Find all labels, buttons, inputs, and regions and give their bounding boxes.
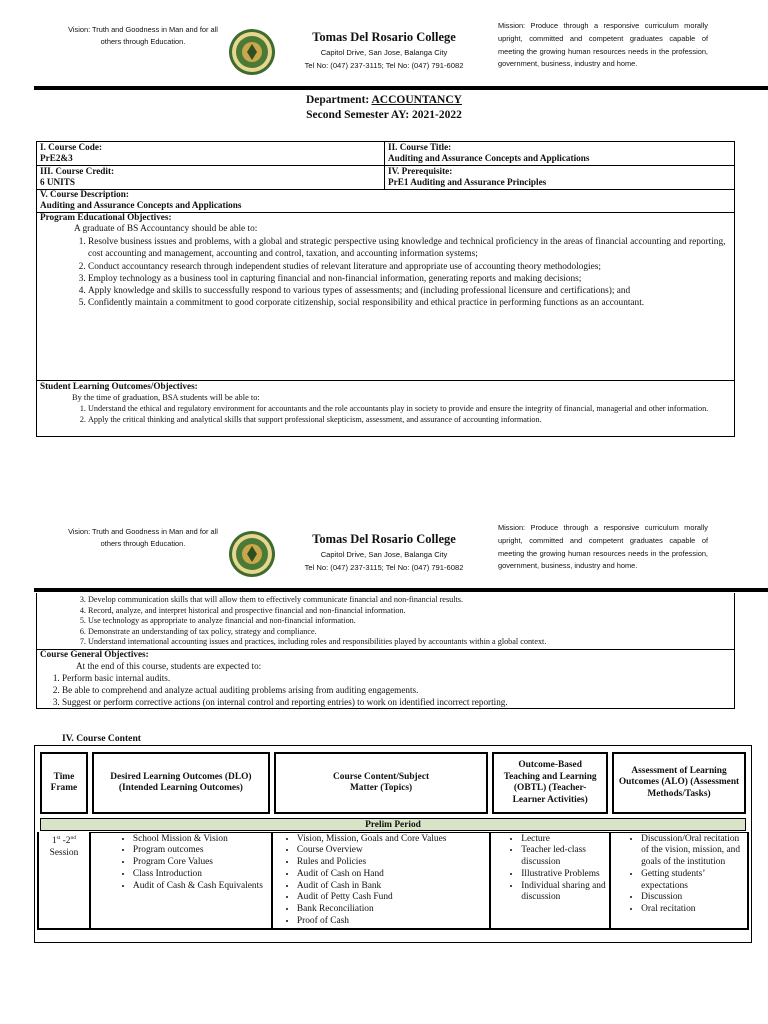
peo-intro: A graduate of BS Accountancy should be able to: bbox=[74, 224, 258, 234]
list-item: • Program outcomes bbox=[133, 845, 269, 857]
cgo-intro: At the end of this course, students are expected to: bbox=[76, 661, 262, 671]
list-item: 1. Resolve business issues and problems, with a global and strategic perspective using knowledge and technical proficiency in the areas of financial accounting and reporting, cost accounting and management, accounting and control, taxation, and accounting information systems; bbox=[88, 236, 726, 261]
semester-heading: Second Semester AY: 2021-2022 bbox=[306, 109, 462, 121]
list-item: • Proof of Cash bbox=[297, 916, 487, 928]
list-item: • Getting students’ expectations bbox=[641, 869, 745, 893]
slo-continued-container bbox=[36, 595, 734, 648]
department-label: Department: bbox=[306, 94, 372, 106]
course-description-label: V. Course Description: bbox=[40, 189, 129, 199]
college-tel: Tel No: (047) 237-3115; Tel No: (047) 791-6082 bbox=[304, 563, 464, 572]
session-label: Session bbox=[49, 847, 79, 858]
list-item: 2. Be able to comprehend and analyze actual auditing problems arising from auditing engagements. bbox=[62, 684, 734, 696]
obtl-list bbox=[493, 834, 607, 905]
col-course-content: Course Content/Subject Matter (Topics) bbox=[333, 771, 430, 793]
list-item: 4. Apply knowledge and skills to successfully respond to various types of assessments; and (including professional licensure and certifications); and bbox=[88, 285, 726, 297]
vision-statement: Vision: Truth and Goodness in Man and for all others through Education. bbox=[68, 527, 218, 548]
list-item: • Program Core Values bbox=[133, 857, 269, 869]
list-item: 7. Understand international accounting issues and practices, including roles and responsibilities played by accountants within a global context. bbox=[88, 637, 734, 648]
cgo-list-container bbox=[36, 672, 734, 708]
college-tel: Tel No: (047) 237-3115; Tel No: (047) 791-6082 bbox=[304, 61, 464, 70]
list-item: • Individual sharing and discussion bbox=[521, 881, 607, 905]
list-item: • Rules and Policies bbox=[297, 857, 487, 869]
cgo-list bbox=[36, 672, 734, 708]
list-item: • Bank Reconciliation bbox=[297, 904, 487, 916]
header-content-cell bbox=[272, 748, 490, 818]
list-item: 5. Use technology as appropriate to analyze financial and non-financial information. bbox=[88, 616, 734, 627]
department-name: ACCOUNTANCY bbox=[371, 94, 462, 106]
list-item: • Audit of Cash & Cash Equivalents bbox=[133, 881, 269, 893]
course-credit: 6 UNITS bbox=[40, 177, 75, 187]
list-item: 1. Perform basic internal audits. bbox=[62, 672, 734, 684]
col-dlo: Desired Learning Outcomes (DLO) (Intended Learning Outcomes) bbox=[110, 771, 252, 793]
list-item: 3. Develop communication skills that will allow them to effectively communicate financial and non-financial results. bbox=[88, 595, 734, 606]
slo-intro: By the time of graduation, BSA students will be able to: bbox=[72, 393, 260, 402]
college-address: Capitol Drive, San Jose, Balanga City bbox=[320, 48, 448, 57]
list-item: 3. Suggest or perform corrective actions (on internal control and reporting entries) to work on identified incorrect reporting. bbox=[62, 696, 734, 708]
list-item: 1. Understand the ethical and regulatory environment for accountants and the role accountants play in society to provide and ensure the integrity of financial, managerial and other information. bbox=[88, 404, 734, 415]
slo-list-container bbox=[36, 404, 734, 436]
list-item: 3. Employ technology as a business tool in capturing financial and non-financial information, generating reports and making decisions; bbox=[88, 273, 726, 285]
college-address: Capitol Drive, San Jose, Balanga City bbox=[320, 550, 448, 559]
col-time-frame: Time Frame bbox=[50, 771, 78, 793]
list-item: • Vision, Mission, Goals and Core Values bbox=[297, 834, 487, 846]
list-item: • Course Overview bbox=[297, 845, 487, 857]
header-rule bbox=[34, 588, 768, 592]
alo-list bbox=[613, 834, 745, 917]
department-heading bbox=[0, 93, 768, 108]
dlo-cell bbox=[90, 832, 272, 929]
course-code: PrE2&3 bbox=[40, 153, 73, 163]
topics-list bbox=[275, 834, 487, 928]
prerequisite-label: IV. Prerequisite: bbox=[388, 166, 453, 176]
cgo-heading: Course General Objectives: bbox=[40, 649, 149, 659]
peo-heading: Program Educational Objectives: bbox=[40, 212, 172, 222]
list-item: 5. Confidently maintain a commitment to good corporate citizenship, social responsibility and ethical practice in performing functions as an accountant. bbox=[88, 297, 726, 309]
course-content-table bbox=[37, 748, 749, 930]
header-rule bbox=[34, 86, 768, 90]
course-description: Auditing and Assurance Concepts and Applications bbox=[40, 200, 242, 210]
list-item: • Class Introduction bbox=[133, 869, 269, 881]
course-content-heading: IV. Course Content bbox=[62, 733, 141, 744]
dlo-list bbox=[93, 834, 269, 893]
course-credit-label: III. Course Credit: bbox=[40, 166, 115, 176]
session-range: 1st -2nd bbox=[51, 835, 76, 847]
session-cell bbox=[38, 832, 90, 929]
period-row bbox=[38, 818, 748, 832]
col-alo: Assessment of Learning Outcomes (ALO) (Assessment Methods/Tasks) bbox=[618, 765, 740, 799]
alo-cell bbox=[610, 832, 748, 929]
list-item: • Illustrative Problems bbox=[521, 869, 607, 881]
peo-list bbox=[36, 236, 726, 310]
topics-cell bbox=[272, 832, 490, 929]
col-obtl: Outcome-Based Teaching and Learning (OBTL) (Teacher-Learner Activities) bbox=[503, 760, 597, 805]
course-code-label: I. Course Code: bbox=[40, 142, 103, 152]
college-header bbox=[264, 532, 504, 574]
list-item: • Oral recitation bbox=[641, 904, 745, 916]
prerequisite: PrE1 Auditing and Assurance Principles bbox=[388, 177, 547, 187]
header-time-cell bbox=[38, 748, 90, 818]
list-item: • Audit of Cash in Bank bbox=[297, 881, 487, 893]
slo-list bbox=[36, 404, 734, 425]
list-item: 2. Conduct accountancy research through independent studies of relevant literature and appropriate use of accounting theory methodologies; bbox=[88, 261, 726, 273]
course-title: Auditing and Assurance Concepts and Applications bbox=[388, 153, 590, 163]
list-item: 6. Demonstrate an understanding of tax policy, strategy and compliance. bbox=[88, 627, 734, 638]
header-alo-cell bbox=[610, 748, 748, 818]
slo-list-continued bbox=[36, 595, 734, 648]
college-header bbox=[264, 30, 504, 72]
list-item: • Discussion bbox=[641, 892, 745, 904]
list-item: 2. Apply the critical thinking and analytical skills that support professional skepticism, assessment, and assurance of accounting information. bbox=[88, 415, 734, 426]
college-name: Tomas Del Rosario College bbox=[312, 532, 456, 546]
list-item: • Audit of Petty Cash Fund bbox=[297, 892, 487, 904]
header-dlo-cell bbox=[90, 748, 272, 818]
list-item: • Discussion/Oral recitation of the vision, mission, and goals of the institution bbox=[641, 834, 745, 869]
list-item: • Audit of Cash on Hand bbox=[297, 869, 487, 881]
header-obtl-cell bbox=[490, 748, 610, 818]
list-item: • Lecture bbox=[521, 834, 607, 846]
mission-statement: Mission: Produce through a responsive curriculum morally upright, committed and competent graduates capable of meeting the growing human resources needs in the profession, government, business, industry and home. bbox=[498, 21, 708, 69]
period-label: Prelim Period bbox=[40, 818, 746, 831]
list-item: 4. Record, analyze, and interpret historical and prospective financial and non-financial information. bbox=[88, 606, 734, 617]
list-item: • School Mission & Vision bbox=[133, 834, 269, 846]
peo-list-container bbox=[36, 236, 726, 310]
vision-statement: Vision: Truth and Goodness in Man and for all others through Education. bbox=[68, 25, 218, 46]
list-item: • Teacher led-class discussion bbox=[521, 845, 607, 869]
college-name: Tomas Del Rosario College bbox=[312, 30, 456, 44]
mission-statement: Mission: Produce through a responsive curriculum morally upright, committed and competent graduates capable of meeting the growing human resources needs in the profession, government, business, industry and home. bbox=[498, 523, 708, 571]
course-title-label: II. Course Title: bbox=[388, 142, 452, 152]
slo-heading: Student Learning Outcomes/Objectives: bbox=[40, 381, 198, 391]
obtl-cell bbox=[490, 832, 610, 929]
